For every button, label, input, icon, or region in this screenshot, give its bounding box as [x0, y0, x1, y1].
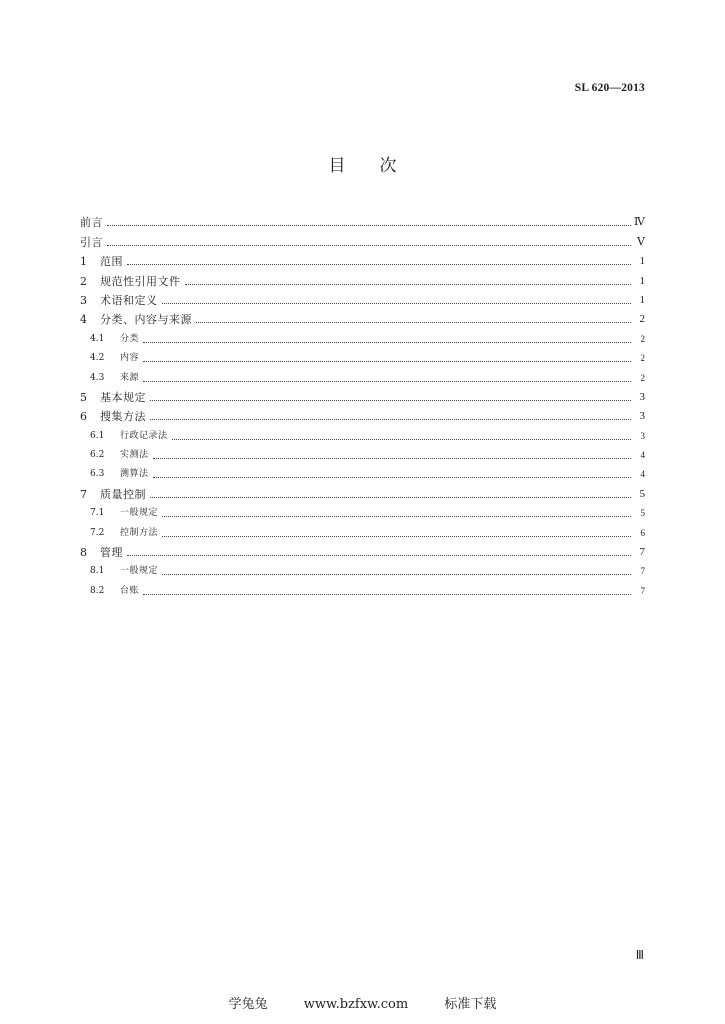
toc-entry-page: 5 [640, 508, 645, 519]
toc-entry-number: 4.1 [90, 333, 105, 344]
toc-leader-dots [143, 342, 631, 343]
toc-entry[interactable] [80, 462, 645, 481]
toc-leader-dots [107, 225, 631, 226]
toc-entry-label: 一般规定 [120, 508, 159, 519]
toc-entry[interactable] [80, 307, 645, 326]
toc-entry-label: 来源 [120, 372, 140, 383]
toc-entry-page: 3 [640, 430, 645, 441]
toc-leader-dots [143, 361, 631, 362]
toc-entry-page: 7 [640, 585, 645, 596]
toc-entry[interactable] [80, 326, 645, 345]
toc-entry-label: 管理 [100, 546, 123, 560]
toc-entry-page: 1 [639, 255, 645, 268]
toc-entry-number: 5 [80, 390, 87, 404]
toc-entry-label: 范围 [100, 255, 123, 269]
toc-leader-dots [143, 594, 631, 595]
toc-leader-dots [150, 419, 631, 420]
toc-entry[interactable] [80, 578, 645, 597]
toc-entry-page: 4 [640, 469, 645, 480]
toc-entry-number: 6.2 [90, 450, 105, 461]
toc-entry-label: 测算法 [120, 469, 149, 480]
toc-entry-number: 8.1 [90, 566, 105, 577]
toc-entry-page: 1 [639, 274, 645, 287]
toc-entry-label: 分类 [120, 333, 140, 344]
toc-entry-number: 6.3 [90, 469, 105, 480]
toc-entry[interactable] [80, 559, 645, 578]
toc-entry-label: 术语和定义 [100, 293, 158, 307]
toc-leader-dots [162, 516, 631, 517]
toc-entry-number: 2 [80, 274, 87, 288]
toc-entry[interactable] [80, 443, 645, 462]
toc-leader-dots [162, 536, 631, 537]
toc-leader-dots [150, 400, 631, 401]
toc-entry-page: 3 [639, 390, 645, 403]
toc-leader-dots [172, 439, 631, 440]
toc-entry[interactable] [80, 210, 645, 229]
toc-entry-number: 7.1 [90, 508, 105, 519]
toc-entry[interactable] [80, 346, 645, 365]
toc-entry-label: 一般规定 [120, 566, 159, 577]
toc-entry[interactable] [80, 540, 645, 559]
toc-entry-number: 8 [80, 546, 87, 560]
toc-entry-page: 6 [640, 527, 645, 538]
toc-entry[interactable] [80, 249, 645, 268]
toc-entry-number: 3 [80, 293, 87, 307]
toc-entry-page: 7 [640, 566, 645, 577]
toc-entry-label: 台账 [120, 585, 140, 596]
toc-leader-dots [153, 458, 631, 459]
toc-entry-label: 搜集方法 [100, 410, 146, 424]
table-of-contents [80, 210, 645, 598]
toc-entry[interactable] [80, 229, 645, 248]
toc-entry[interactable] [80, 268, 645, 287]
toc-entry-label: 质量控制 [100, 487, 146, 501]
toc-entry-page: 5 [639, 487, 645, 500]
toc-entry-label: 引言 [80, 235, 103, 249]
toc-leader-dots [107, 245, 631, 246]
toc-entry-page: Ⅴ [637, 235, 645, 248]
footer-site-name: 学兔兔 [228, 997, 268, 1012]
toc-entry-page: Ⅳ [634, 216, 645, 229]
toc-entry-page: 2 [640, 353, 645, 364]
toc-entry-number: 7.2 [90, 527, 105, 538]
toc-entry-number: 4.2 [90, 353, 105, 364]
toc-entry-label: 分类、内容与来源 [100, 313, 192, 327]
toc-entry[interactable] [80, 481, 645, 500]
toc-leader-dots [127, 555, 631, 556]
toc-leader-dots [153, 477, 631, 478]
standard-code: SL 620—2013 [574, 82, 645, 94]
toc-entry-page: 7 [639, 546, 645, 559]
toc-entry-number: 6.1 [90, 430, 105, 441]
footer-url[interactable]: www.bzfxw.com [303, 997, 409, 1012]
toc-entry[interactable] [80, 501, 645, 520]
footer-tagline: 标准下载 [444, 997, 497, 1012]
toc-entry[interactable] [80, 404, 645, 423]
toc-leader-dots [196, 322, 631, 323]
page-number: Ⅲ [635, 948, 644, 962]
toc-entry-label: 控制方法 [120, 527, 159, 538]
toc-entry[interactable] [80, 520, 645, 539]
toc-entry[interactable] [80, 288, 645, 307]
toc-leader-dots [162, 303, 632, 304]
toc-entry-label: 实测法 [120, 450, 149, 461]
toc-entry-label: 规范性引用文件 [100, 274, 181, 288]
toc-entry-number: 4.3 [90, 372, 105, 383]
toc-leader-dots [143, 381, 631, 382]
toc-entry-page: 4 [640, 450, 645, 461]
toc-entry-number: 8.2 [90, 585, 105, 596]
toc-entry-page: 2 [639, 313, 645, 326]
toc-leader-dots [162, 574, 631, 575]
toc-entry-label: 行政记录法 [120, 430, 168, 441]
toc-entry-label: 前言 [80, 216, 103, 230]
footer-watermark [0, 993, 725, 1012]
toc-title: 目次 [328, 156, 431, 176]
toc-entry-number: 7 [80, 487, 87, 501]
toc-entry-number: 6 [80, 410, 87, 424]
toc-leader-dots [127, 264, 631, 265]
toc-entry-label: 内容 [120, 353, 140, 364]
toc-leader-dots [150, 497, 631, 498]
toc-entry-number: 4 [80, 313, 87, 327]
toc-entry[interactable] [80, 365, 645, 384]
toc-entry[interactable] [80, 385, 645, 404]
toc-entry-page: 3 [639, 410, 645, 423]
toc-entry-label: 基本规定 [100, 390, 146, 404]
toc-leader-dots [185, 284, 632, 285]
toc-entry-number: 1 [80, 255, 87, 269]
toc-entry[interactable] [80, 423, 645, 442]
toc-entry-page: 2 [640, 333, 645, 344]
toc-entry-page: 1 [639, 293, 645, 306]
toc-entry-page: 2 [640, 372, 645, 383]
